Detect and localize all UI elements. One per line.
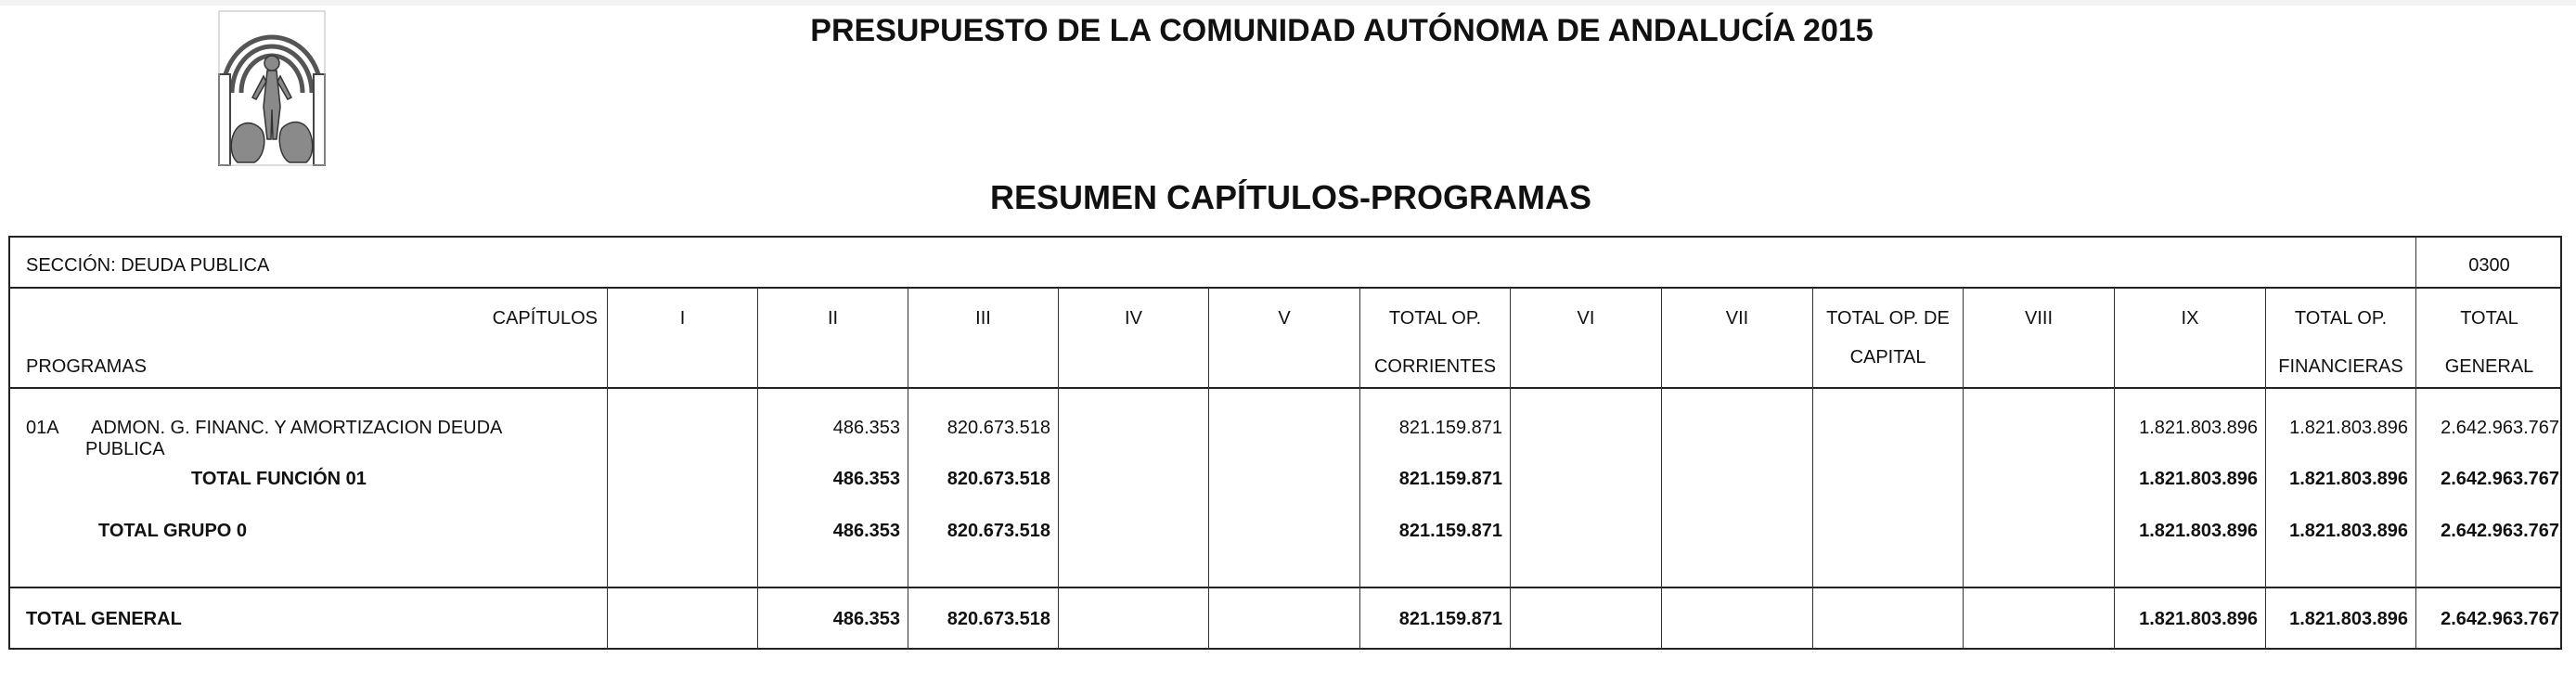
column-divider bbox=[1510, 288, 1511, 649]
total-funcion-cell-total-general: 2.642.963.767 bbox=[2441, 469, 2559, 489]
total-funcion-label: TOTAL FUNCIÓN 01 bbox=[191, 469, 367, 489]
header-col-5: V bbox=[1278, 308, 1291, 329]
column-divider bbox=[1812, 288, 1813, 649]
header-col-12-line2: FINANCIERAS bbox=[2278, 356, 2403, 377]
total-grupo-cell-iii: 820.673.518 bbox=[947, 521, 1050, 541]
total-funcion-cell-ix: 1.821.803.896 bbox=[2139, 469, 2258, 489]
document-subtitle: RESUMEN CAPÍTULOS-PROGRAMAS bbox=[989, 178, 1592, 216]
section-code: 0300 bbox=[2468, 255, 2510, 276]
program-cell-ix: 1.821.803.896 bbox=[2139, 418, 2258, 438]
header-col-6: TOTAL OP. bbox=[1388, 308, 1482, 329]
top-strip bbox=[0, 0, 2576, 6]
total-funcion-cell-iii: 820.673.518 bbox=[947, 469, 1050, 489]
column-divider bbox=[1963, 288, 1964, 649]
total-funcion-cell-ii: 486.353 bbox=[832, 469, 900, 489]
column-divider bbox=[2415, 237, 2416, 649]
total-general-cell-total-general: 2.642.963.767 bbox=[2441, 609, 2559, 629]
total-general-label: TOTAL GENERAL bbox=[26, 609, 182, 629]
program-cell-total-op-corrientes: 821.159.871 bbox=[1398, 418, 1502, 438]
total-grupo-cell-total-op-financieras: 1.821.803.896 bbox=[2289, 521, 2408, 541]
total-funcion-cell-total-op-financieras: 1.821.803.896 bbox=[2289, 469, 2408, 489]
total-general-cell-total-op-corrientes: 821.159.871 bbox=[1398, 609, 1502, 629]
header-col-13-line2: GENERAL bbox=[2444, 356, 2534, 377]
header-col-11: IX bbox=[2181, 308, 2199, 329]
row-divider bbox=[8, 387, 2562, 389]
program-name-line2: PUBLICA bbox=[85, 439, 165, 459]
total-grupo-label: TOTAL GRUPO 0 bbox=[98, 521, 248, 541]
header-col-9: TOTAL OP. DE bbox=[1826, 308, 1950, 329]
column-divider bbox=[1661, 288, 1662, 649]
total-general-cell-ix: 1.821.803.896 bbox=[2139, 609, 2258, 629]
header-col-1: I bbox=[679, 308, 686, 329]
header-col-9-line2: CAPITAL bbox=[1849, 347, 1926, 368]
program-name: ADMON. G. FINANC. Y AMORTIZACION DEUDA bbox=[91, 418, 503, 438]
column-divider bbox=[607, 288, 608, 649]
program-cell-ii: 486.353 bbox=[832, 418, 900, 438]
total-grupo-cell-total-op-corrientes: 821.159.871 bbox=[1398, 521, 1502, 541]
header-col-7: VI bbox=[1577, 308, 1595, 329]
header-col-10: VIII bbox=[2024, 308, 2053, 329]
total-funcion-cell-total-op-corrientes: 821.159.871 bbox=[1398, 469, 1502, 489]
header-capitulos: CAPÍTULOS bbox=[492, 308, 598, 329]
section-label: SECCIÓN: DEUDA PUBLICA bbox=[26, 255, 270, 276]
document-title: PRESUPUESTO DE LA COMUNIDAD AUTÓNOMA DE ANDALUCÍA 2015 bbox=[810, 13, 1874, 48]
header-col-8: VII bbox=[1725, 308, 1749, 329]
header-col-13: TOTAL bbox=[2460, 308, 2518, 329]
total-grupo-cell-total-general: 2.642.963.767 bbox=[2441, 521, 2559, 541]
total-grupo-cell-ii: 486.353 bbox=[832, 521, 900, 541]
header-col-4: IV bbox=[1125, 308, 1142, 329]
total-grupo-cell-ix: 1.821.803.896 bbox=[2139, 521, 2258, 541]
total-general-cell-total-op-financieras: 1.821.803.896 bbox=[2289, 609, 2408, 629]
row-divider bbox=[8, 287, 2562, 289]
header-col-12: TOTAL OP. bbox=[2294, 308, 2388, 329]
row-divider bbox=[8, 587, 2562, 588]
total-general-cell-ii: 486.353 bbox=[832, 609, 900, 629]
total-general-cell-iii: 820.673.518 bbox=[947, 609, 1050, 629]
program-cell-iii: 820.673.518 bbox=[947, 418, 1050, 438]
column-divider bbox=[1058, 288, 1059, 649]
program-cell-total-general: 2.642.963.767 bbox=[2441, 418, 2559, 438]
program-code: 01A bbox=[26, 418, 59, 438]
header-col-3: III bbox=[975, 308, 991, 329]
program-cell-total-op-financieras: 1.821.803.896 bbox=[2289, 418, 2408, 438]
header-col-6-line2: CORRIENTES bbox=[1373, 356, 1497, 377]
header-col-2: II bbox=[827, 308, 839, 329]
header-programas: PROGRAMAS bbox=[26, 356, 148, 377]
column-divider bbox=[1208, 288, 1209, 649]
